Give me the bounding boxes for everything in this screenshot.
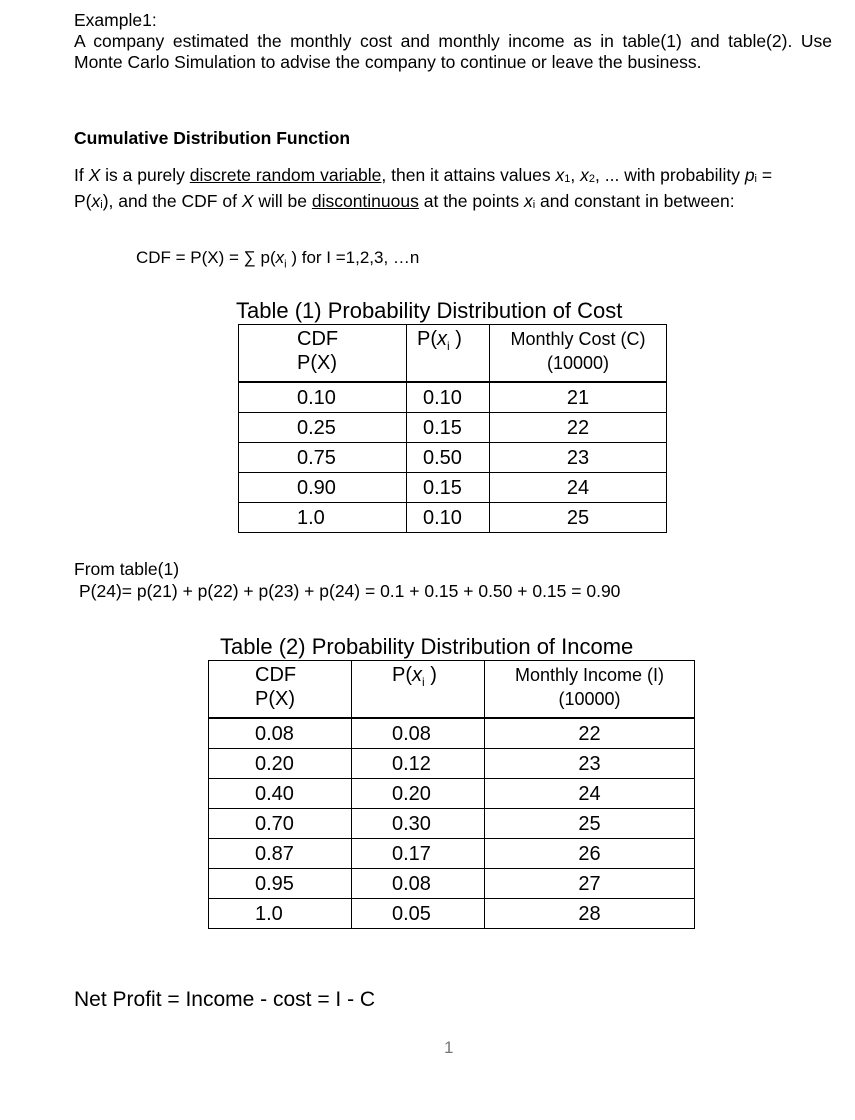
cdf-cell: 0.90 [239,473,407,503]
from-table-note: From table(1) P(24)= p(21) + p(22) + p(23) + p(24) = 0.1 + 0.15 + 0.50 + 0.15 = 0.90 [74,559,621,601]
table-row [209,749,695,779]
table-row [239,503,667,533]
discontinuous-term: discontinuous [311,191,419,211]
table-row [209,809,695,839]
income-distribution-table [208,660,695,929]
example-title: Example1: [74,10,157,30]
table2-caption: Table (2) Probability Distribution of Income [220,634,634,659]
value-cell: 26 [485,839,695,869]
cdf-header: CDF P(X) [239,325,407,383]
cdf-cell: 0.87 [209,839,352,869]
probability-cell: 0.10 [407,382,490,413]
value-cell: 25 [485,809,695,839]
value-cell: 27 [485,869,695,899]
cdf-header: CDF P(X) [209,661,352,719]
cdf-cell: 1.0 [239,503,407,533]
page-number: 1 [444,1038,454,1057]
intro-block [74,10,832,73]
p24-calculation: P(24)= p(21) + p(22) + p(23) + p(24) = 0.1 + 0.15 + 0.50 + 0.15 = 0.90 [79,581,621,601]
table-row [209,869,695,899]
probability-cell: 0.08 [352,869,485,899]
definition-paragraph: If X is a purely discrete random variable, then it attains values $x_1$, $x_2$, ... with probability $p_i = P(x_i)$, and the CDF of X will be discontinuous at the points $x_i$ and constant in between: [74,165,773,211]
value-cell: 24 [485,779,695,809]
cdf-cell: 0.20 [209,749,352,779]
table-row [239,382,667,413]
table-row [209,839,695,869]
cdf-cell: 0.40 [209,779,352,809]
px-header: $P(x_i$ ) [407,325,490,383]
value-cell: 23 [485,749,695,779]
value-cell: 21 [490,382,667,413]
table-row [209,899,695,929]
px-header: $P(x_i$ ) [352,661,485,719]
cost-distribution-table [238,324,667,533]
table-row [209,718,695,749]
probability-cell: 0.30 [352,809,485,839]
probability-cell: 0.08 [352,718,485,749]
net-profit-formula: Net Profit = Income - cost = I - C [74,988,376,1011]
probability-cell: 0.20 [352,779,485,809]
value-cell: 28 [485,899,695,929]
probability-cell: 0.05 [352,899,485,929]
value-cell: 23 [490,443,667,473]
cdf-cell: 0.75 [239,443,407,473]
monthly-income-header: Monthly Income (I) (10000) [485,661,695,719]
discrete-random-variable-term: discrete random variable [189,165,382,185]
cdf-formula: CDF = P(X) = ∑ $p(x_i$ ) for I =1,2,3, …n [136,248,420,271]
cdf-cell: 0.70 [209,809,352,839]
intro-paragraph: A company estimated the monthly cost and monthly income as in table(1) and table(2). Use Monte Carlo Simulation to advise the company to continue or leave the business. [74,31,832,72]
table-row [209,779,695,809]
cdf-cell: 1.0 [209,899,352,929]
table-row [239,413,667,443]
probability-cell: 0.15 [407,413,490,443]
table1-caption: Table (1) Probability Distribution of Cost [236,298,623,323]
section-heading: Cumulative Distribution Function [74,128,351,148]
probability-cell: 0.50 [407,443,490,473]
cdf-cell: 0.08 [209,718,352,749]
table-row [239,473,667,503]
probability-cell: 0.15 [407,473,490,503]
table-header-row [239,325,667,383]
value-cell: 22 [490,413,667,443]
cdf-cell: 0.10 [239,382,407,413]
value-cell: 24 [490,473,667,503]
cdf-cell: 0.25 [239,413,407,443]
cdf-cell: 0.95 [209,869,352,899]
table-header-row [209,661,695,719]
table-row [239,443,667,473]
probability-cell: 0.12 [352,749,485,779]
probability-cell: 0.10 [407,503,490,533]
value-cell: 22 [485,718,695,749]
value-cell: 25 [490,503,667,533]
monthly-cost-header: Monthly Cost (C) (10000) [490,325,667,383]
probability-cell: 0.17 [352,839,485,869]
